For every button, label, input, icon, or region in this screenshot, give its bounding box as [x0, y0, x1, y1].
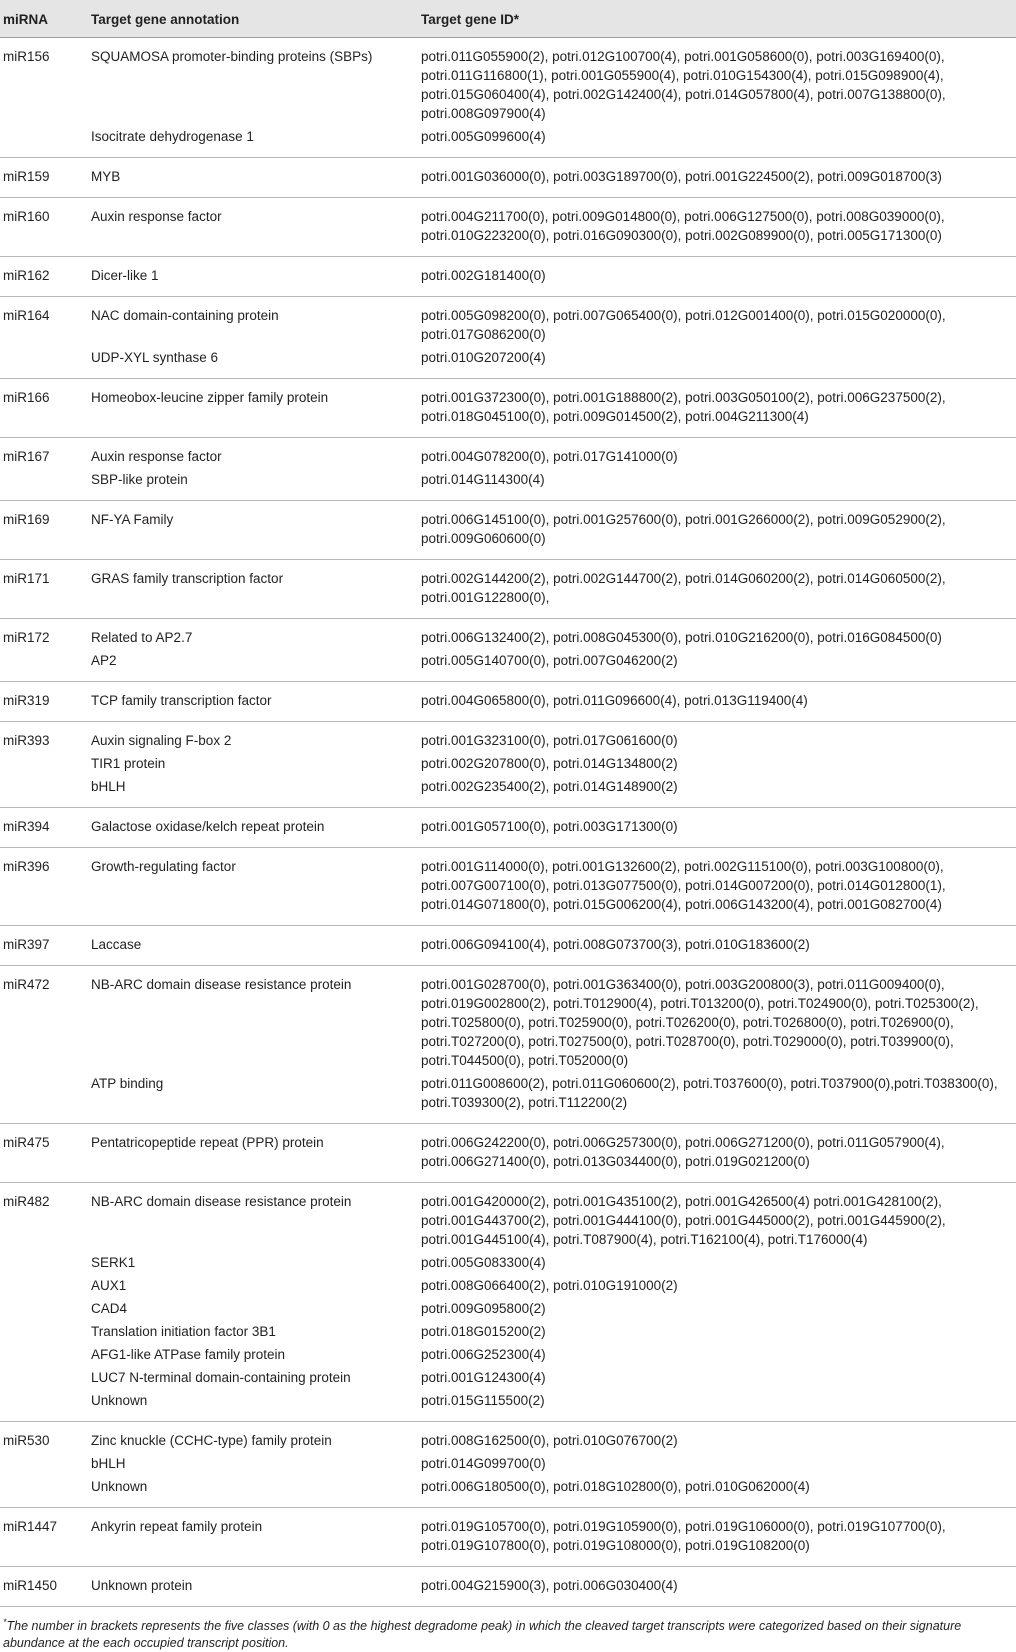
target-id-cell: potri.006G252300(4) [421, 1347, 546, 1362]
target-id-cell: potri.019G105700(0), potri.019G105900(0), potri.019G106000(0), potri.019G107700(0), potri.019G107800(0), potri.019G108000(0), potri.019G108200(0) [418, 1508, 1016, 1567]
table-row [0, 966, 1016, 1071]
mirna-cell [0, 123, 91, 158]
table-row [0, 1249, 1016, 1272]
table-row [0, 438, 1016, 467]
annotation-cell: NAC domain-containing protein [91, 308, 279, 323]
annotation-cell: NB-ARC domain disease resistance protein [91, 1194, 352, 1209]
target-id-cell: potri.001G372300(0), potri.001G188800(2), potri.003G050100(2), potri.006G237500(2), potri.018G045100(0), potri.009G014500(2), potri.004G211300(4) [418, 379, 1016, 438]
mirna-cell: miR394 [0, 808, 91, 848]
target-id-cell: potri.001G114000(0), potri.001G132600(2), potri.002G115100(0), potri.003G100800(0), potri.007G007100(0), potri.013G077500(0), potri.014G007200(0), potri.014G012800(1), potri.014G071800(0), potri.015G006200(4), potri.006G143200(4), potri.001G082700(4) [418, 848, 1016, 926]
mirna-cell [0, 1249, 91, 1272]
annotation-cell: LUC7 N-terminal domain-containing protein [91, 1370, 351, 1385]
target-id-cell: potri.009G095800(2) [421, 1301, 546, 1316]
target-id-cell: potri.010G207200(4) [418, 344, 1016, 379]
annotation-cell: Galactose oxidase/kelch repeat protein [91, 808, 418, 848]
mirna-cell: miR169 [0, 501, 91, 560]
target-id-cell: potri.014G114300(4) [418, 466, 1016, 501]
mirna-cell: miR172 [3, 630, 50, 645]
table-row [0, 158, 1016, 198]
target-id-cell: potri.006G242200(0), potri.006G257300(0), potri.006G271200(0), potri.011G057900(4), potri.006G271400(0), potri.013G034400(0), potri.019G021200(0) [418, 1124, 1016, 1183]
annotation-cell: TIR1 protein [91, 756, 166, 771]
mirna-cell [0, 773, 91, 808]
table-row [0, 1183, 1016, 1250]
header-annotation: Target gene annotation [91, 0, 418, 38]
target-id-cell: potri.002G181400(0) [418, 257, 1016, 297]
annotation-cell: Homeobox-leucine zipper family protein [91, 379, 418, 438]
mirna-cell: miR156 [3, 49, 50, 64]
annotation-cell: SERK1 [91, 1255, 136, 1270]
mirna-cell: miR164 [3, 308, 50, 323]
table-header [0, 0, 1016, 38]
annotation-cell: Auxin signaling F-box 2 [91, 733, 232, 748]
table-row [0, 1124, 1016, 1183]
annotation-cell: TCP family transcription factor [91, 682, 418, 722]
header-row [0, 0, 1016, 38]
annotation-cell: AUX1 [91, 1278, 127, 1293]
footnote-marker: * [3, 1617, 7, 1627]
table-row [0, 297, 1016, 345]
table-row [0, 123, 1016, 158]
mirna-cell [0, 1272, 91, 1295]
table-row [0, 560, 1016, 619]
mirna-cell: miR396 [0, 848, 91, 926]
mirna-cell [0, 1473, 91, 1508]
mirna-cell [0, 1070, 91, 1124]
target-id-cell: potri.005G083300(4) [421, 1255, 546, 1270]
mirna-cell: miR319 [0, 682, 91, 722]
target-id-cell: potri.002G207800(0), potri.014G134800(2) [421, 756, 678, 771]
annotation-cell: Auxin response factor [91, 198, 418, 257]
target-id-cell: potri.011G055900(2), potri.012G100700(4), potri.001G058600(0), potri.003G169400(0), potri.011G116800(1), potri.001G055900(4), potri.010G154300(4), potri.015G098900(4), potri.015G060400(4), potri.002G142400(4), potri.014G057800(4), potri.007G138800(0), potri.008G097900(4) [421, 49, 946, 121]
annotation-cell: GRAS family transcription factor [91, 560, 418, 619]
mirna-cell: miR1447 [0, 1508, 91, 1567]
mirna-cell [0, 750, 91, 773]
table-row [0, 198, 1016, 257]
mirna-cell: miR166 [0, 379, 91, 438]
target-id-cell: potri.001G028700(0), potri.001G363400(0), potri.003G200800(3), potri.011G009400(0), potri.019G002800(2), potri.T012900(4), potri.T013200(0), potri.T024900(0), potri.T025300(2), potri.T025800(0), potri.T025900(0), potri.T026200(0), potri.T026800(0), potri.T026900(0), potri.T027200(0), potri.T027500(0), potri.T028700(0), potri.T029000(0), potri.T039900(0), potri.T044500(0), potri.T052000(0) [421, 977, 979, 1068]
annotation-cell: bHLH [91, 1456, 126, 1471]
annotation-cell: UDP-XYL synthase 6 [91, 344, 418, 379]
table-row [0, 848, 1016, 926]
annotation-cell: CAD4 [91, 1301, 128, 1316]
table-row [0, 1450, 1016, 1473]
mirna-cell: miR482 [3, 1194, 50, 1209]
table-row [0, 773, 1016, 808]
table-row [0, 1567, 1016, 1607]
annotation-cell: SBP-like protein [91, 466, 418, 501]
mirna-cell [0, 344, 91, 379]
target-id-cell: potri.014G099700(0) [421, 1456, 546, 1471]
mirna-cell [0, 466, 91, 501]
table-row [0, 682, 1016, 722]
table-row [0, 1318, 1016, 1341]
table-row [0, 1295, 1016, 1318]
target-id-cell: potri.002G144200(2), potri.002G144700(2), potri.014G060200(2), potri.014G060500(2), potri.001G122800(0), [418, 560, 1016, 619]
annotation-cell: ATP binding [91, 1070, 418, 1124]
mirna-cell: miR167 [3, 449, 50, 464]
mirna-cell [0, 1341, 91, 1364]
annotation-cell: AFG1-like ATPase family protein [91, 1347, 286, 1362]
table-row [0, 1508, 1016, 1567]
annotation-cell: Unknown [91, 1473, 418, 1508]
target-id-cell: potri.001G323100(0), potri.017G061600(0) [421, 733, 678, 748]
table-row [0, 926, 1016, 966]
table-footnote [0, 1607, 1009, 1652]
annotation-cell: MYB [91, 158, 418, 198]
table-row [0, 38, 1016, 124]
mirna-cell: miR162 [0, 257, 91, 297]
annotation-cell: Translation initiation factor 3B1 [91, 1324, 276, 1339]
mirna-cell [0, 1450, 91, 1473]
target-id-cell: potri.006G180500(0), potri.018G102800(0), potri.010G062000(4) [418, 1473, 1016, 1508]
table-row [0, 750, 1016, 773]
annotation-cell: Dicer-like 1 [91, 257, 418, 297]
annotation-cell: Ankyrin repeat family protein [91, 1508, 418, 1567]
target-id-cell: potri.005G140700(0), potri.007G046200(2) [418, 647, 1016, 682]
table-row [0, 501, 1016, 560]
target-id-cell: potri.006G145100(0), potri.001G257600(0), potri.001G266000(2), potri.009G052900(2), potri.009G060600(0) [418, 501, 1016, 560]
target-id-cell: potri.008G162500(0), potri.010G076700(2) [421, 1433, 678, 1448]
annotation-cell: AP2 [91, 647, 418, 682]
mirna-cell: miR171 [0, 560, 91, 619]
table-row [0, 1473, 1016, 1508]
table-row [0, 257, 1016, 297]
table-row [0, 466, 1016, 501]
target-id-cell: potri.004G211700(0), potri.009G014800(0), potri.006G127500(0), potri.008G039000(0), potri.010G223200(0), potri.016G090300(0), potri.002G089900(0), potri.005G171300(0) [418, 198, 1016, 257]
table-body [0, 38, 1016, 1607]
annotation-cell: NF-YA Family [91, 501, 418, 560]
annotation-cell: Growth-regulating factor [91, 848, 418, 926]
header-target-id: Target gene ID* [418, 0, 1016, 38]
mirna-cell [0, 1295, 91, 1318]
annotation-cell: NB-ARC domain disease resistance protein [91, 977, 352, 992]
annotation-cell: bHLH [91, 773, 418, 808]
mirna-cell: miR1450 [0, 1567, 91, 1607]
annotation-cell: SQUAMOSA promoter-binding proteins (SBPs) [91, 49, 373, 64]
mirna-cell [0, 1364, 91, 1387]
annotation-cell: Laccase [91, 926, 418, 966]
annotation-cell: Unknown protein [91, 1567, 418, 1607]
table-row [0, 647, 1016, 682]
table-row [0, 1364, 1016, 1387]
footnote-text: The number in brackets represents the five classes (with 0 as the highest degradome peak) in which the cleaved target transcripts were categorized based on their signature abundance at the each occupied transcript position. [3, 1619, 962, 1651]
table-row [0, 1070, 1016, 1124]
annotation-cell: Pentatricopeptide repeat (PPR) protein [91, 1124, 418, 1183]
mirna-cell: miR475 [0, 1124, 91, 1183]
target-id-cell: potri.011G008600(2), potri.011G060600(2), potri.T037600(0), potri.T037900(0),potri.T038300(0), potri.T039300(2), potri.T112200(2) [418, 1070, 1016, 1124]
mirna-cell: miR159 [0, 158, 91, 198]
table-row [0, 619, 1016, 648]
table-row [0, 379, 1016, 438]
mirna-cell: miR160 [0, 198, 91, 257]
annotation-cell: Related to AP2.7 [91, 630, 193, 645]
mirna-cell: miR472 [3, 977, 50, 992]
target-id-cell: potri.002G235400(2), potri.014G148900(2) [418, 773, 1016, 808]
target-id-cell: potri.004G078200(0), potri.017G141000(0) [421, 449, 678, 464]
table-row [0, 1422, 1016, 1451]
target-id-cell: potri.001G057100(0), potri.003G171300(0) [418, 808, 1016, 848]
table-row [0, 808, 1016, 848]
mirna-cell [0, 647, 91, 682]
target-id-cell: potri.004G215900(3), potri.006G030400(4) [418, 1567, 1016, 1607]
target-id-cell: potri.001G036000(0), potri.003G189700(0), potri.001G224500(2), potri.009G018700(3) [418, 158, 1016, 198]
mirna-cell: miR530 [3, 1433, 50, 1448]
mirna-cell: miR393 [3, 733, 50, 748]
annotation-cell: Auxin response factor [91, 449, 222, 464]
annotation-cell: Isocitrate dehydrogenase 1 [91, 123, 418, 158]
table-row [0, 1387, 1016, 1422]
annotation-cell: Zinc knuckle (CCHC-type) family protein [91, 1433, 332, 1448]
target-id-cell: potri.005G099600(4) [418, 123, 1016, 158]
table-row [0, 344, 1016, 379]
annotation-cell: Unknown [91, 1387, 418, 1422]
target-id-cell: potri.006G094100(4), potri.008G073700(3), potri.010G183600(2) [418, 926, 1016, 966]
mirna-cell [0, 1318, 91, 1341]
target-id-cell: potri.004G065800(0), potri.011G096600(4), potri.013G119400(4) [418, 682, 1016, 722]
table-row [0, 722, 1016, 751]
target-id-cell: potri.006G132400(2), potri.008G045300(0), potri.010G216200(0), potri.016G084500(0) [421, 630, 942, 645]
target-id-cell: potri.008G066400(2), potri.010G191000(2) [421, 1278, 678, 1293]
target-id-cell: potri.018G015200(2) [421, 1324, 546, 1339]
mirna-cell: miR397 [0, 926, 91, 966]
target-id-cell: potri.001G124300(4) [421, 1370, 546, 1385]
mirna-cell [0, 1387, 91, 1422]
header-mirna: miRNA [0, 0, 91, 38]
table-row [0, 1341, 1016, 1364]
table-row [0, 1272, 1016, 1295]
target-id-cell: potri.005G098200(0), potri.007G065400(0), potri.012G001400(0), potri.015G020000(0), potri.017G086200(0) [421, 308, 946, 342]
target-id-cell: potri.015G115500(2) [418, 1387, 1016, 1422]
target-id-cell: potri.001G420000(2), potri.001G435100(2), potri.001G426500(4) potri.001G428100(2), potri.001G443700(2), potri.001G444100(0), potri.001G445000(2), potri.001G445900(2), potri.001G445100(4), potri.T087900(4), potri.T162100(4), potri.T176000(4) [421, 1194, 946, 1247]
